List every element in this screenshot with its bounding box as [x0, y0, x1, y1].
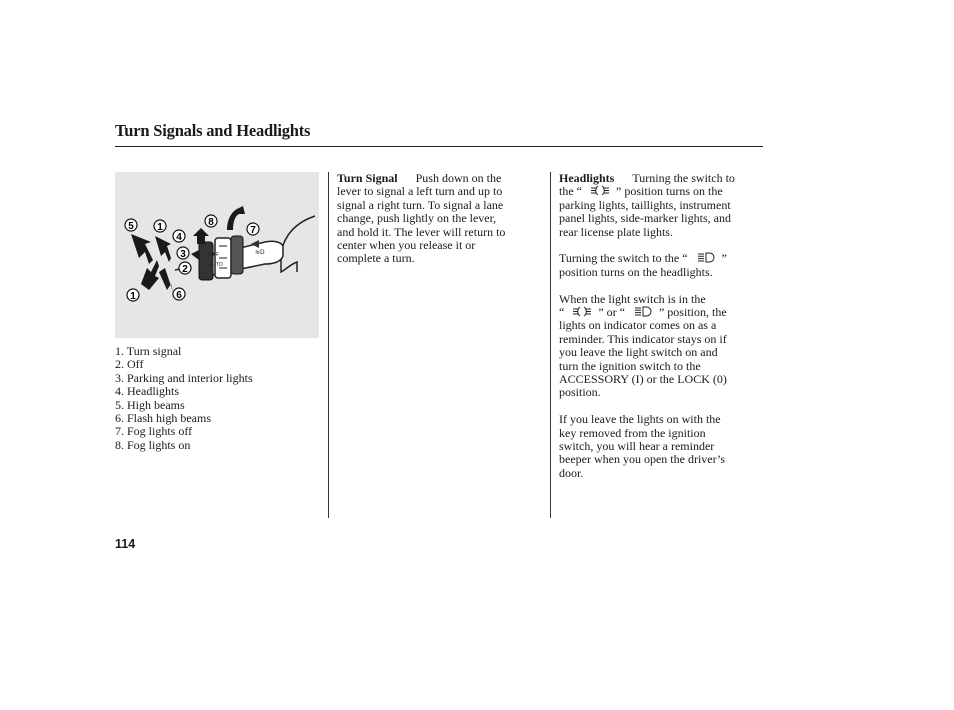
page-number: 114 — [115, 537, 136, 551]
headlight-icon — [633, 306, 653, 317]
headlights-section: Headlights Turning the switch to the “ ” position turns on the parking lights, taillights, instrument panel lights, side-marker lights, and rear license plate lights. Turning the switch to the “ ” position turns on the headlights. When the light switch is in the “ ” or “ ” position, the lights on indicator comes on as a reminder. This indicator stays on if you leave the light switch on and turn the ignition switch to the ACCESSORY (I) or the LOCK (0) position. If you leave the lights on with the key removed from the ignition switch, you will hear a reminder beeper when you open the driver’s door. — [559, 171, 735, 480]
callout-1-upper: 1 — [157, 222, 163, 233]
legend-item: 5. High beams — [115, 397, 185, 412]
column-divider-left — [328, 172, 329, 518]
parking-light-icon — [590, 185, 610, 196]
parking-light-icon — [572, 306, 592, 317]
legend-item: 1. Turn signal — [115, 344, 182, 358]
callout-7: 7 — [250, 225, 256, 236]
turn-signal-section: Turn Signal Push down on the lever to signal a left turn and up to signal a right turn. To signal a lane change, push lightly on the lever, and hold it. The lever will return to center when you release it or complete a turn. — [337, 171, 506, 266]
legend-item: 4. Headlights — [115, 384, 179, 399]
figure-legend — [115, 345, 253, 452]
callout-1-lower: 1 — [130, 291, 136, 302]
legend-item: 6. Flash high beams — [115, 411, 211, 426]
lever-illustration — [115, 172, 319, 338]
page-title: Turn Signals and Headlights — [115, 121, 311, 140]
turn-signal-heading: Turn Signal — [337, 171, 398, 185]
callout-5: 5 — [128, 221, 134, 232]
title-rule — [115, 146, 763, 147]
legend-item: 2. Off — [115, 357, 144, 372]
callout-3: 3 — [180, 249, 186, 260]
callout-6: 6 — [176, 290, 182, 301]
lever-label-auto: AUTO — [209, 262, 223, 268]
callout-8: 8 — [208, 217, 214, 228]
headlight-icon — [696, 252, 716, 263]
legend-item: 7. Fog lights off — [115, 424, 193, 439]
callout-4: 4 — [176, 232, 182, 243]
lever-diagram — [115, 172, 319, 338]
lever-label-off: OFF — [209, 252, 219, 258]
legend-item: 8. Fog lights on — [115, 437, 191, 452]
svg-text:≋D: ≋D — [255, 249, 265, 256]
callout-2: 2 — [182, 264, 188, 275]
column-divider-right — [550, 172, 551, 518]
headlights-heading: Headlights — [559, 171, 615, 185]
legend-item: 3. Parking and interior lights — [115, 370, 253, 385]
